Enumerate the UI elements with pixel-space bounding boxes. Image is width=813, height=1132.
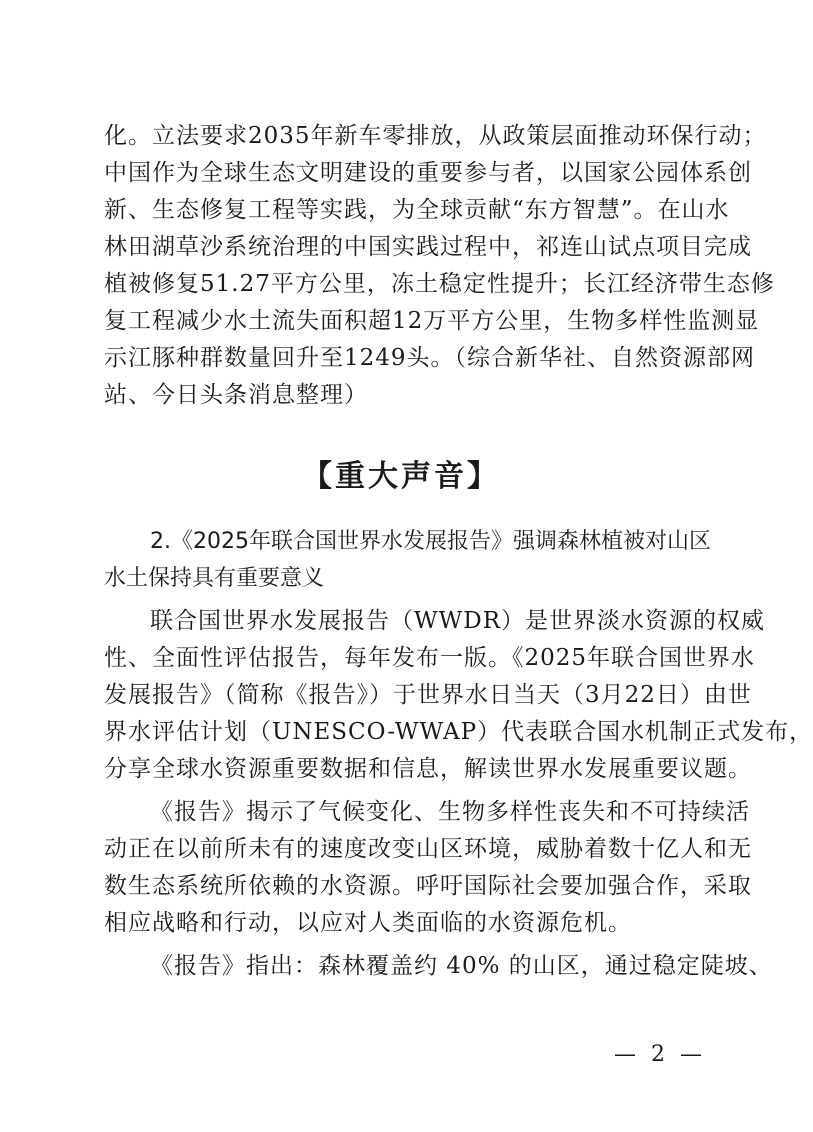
text-line: 《报告》指出：森林覆盖约 40% 的山区，通过稳定陡坡、 xyxy=(150,953,773,979)
intro-paragraph xyxy=(104,118,775,414)
text-line: 性、全面性评估报告，每年发布一版。《2025年联合国世界水 xyxy=(104,645,756,671)
text-line: 联合国世界水发展报告（WWDR）是世界淡水资源的权威 xyxy=(150,608,766,634)
text-line: 化。立法要求2035年新车零排放，从政策层面推动环保行动； xyxy=(104,123,767,149)
text-line: 相应战略和行动，以应对人类面临的水资源危机。 xyxy=(104,910,632,936)
text-line: 站、今日头条消息整理） xyxy=(104,382,368,408)
text-line: 分享全球水资源重要数据和信息，解读世界水发展重要议题。 xyxy=(104,756,752,782)
text-line: 复工程减少水土流失面积超12万平方公里，生物多样性监测显 xyxy=(104,308,760,334)
paragraph-3 xyxy=(104,948,773,985)
text-line: 发展报告》（简称《报告》）于世界水日当天（3月22日）由世 xyxy=(104,682,752,708)
text-line: 示江豚种群数量回升至1249头。（综合新华社、自然资源部网 xyxy=(104,345,756,371)
paragraph-1 xyxy=(104,603,813,788)
text-line: 动正在以前所未有的速度改变山区环境，威胁着数十亿人和无 xyxy=(104,836,752,862)
page-number: — 2 — xyxy=(614,1042,706,1067)
text-line: 《报告》揭示了气候变化、生物多样性丧失和不可持续活 xyxy=(150,799,750,825)
section-heading: 【重大声音】 xyxy=(302,459,500,494)
article-title xyxy=(104,523,711,597)
document-page xyxy=(104,118,813,985)
text-line: 界水评估计划（UNESCO-WWAP）代表联合国水机制正式发布， xyxy=(104,719,813,745)
text-line: 林田湖草沙系统治理的中国实践过程中，祁连山试点项目完成 xyxy=(104,234,752,260)
text-line: 植被修复51.27平方公里，冻土稳定性提升；长江经济带生态修 xyxy=(104,271,775,297)
text-line: 数生态系统所依赖的水资源。呼吁国际社会要加强合作，采取 xyxy=(104,873,752,899)
text-line: 中国作为全球生态文明建设的重要参与者，以国家公园体系创 xyxy=(104,160,752,186)
paragraph-2 xyxy=(104,794,752,942)
article-title-line: 水土保持具有重要意义 xyxy=(104,566,325,591)
text-line: 新、生态修复工程等实践，为全球贡献“东方智慧”。在山水 xyxy=(104,197,730,223)
article-title-line: 2.《2025年联合国世界水发展报告》强调森林植被对山区 xyxy=(150,529,711,554)
